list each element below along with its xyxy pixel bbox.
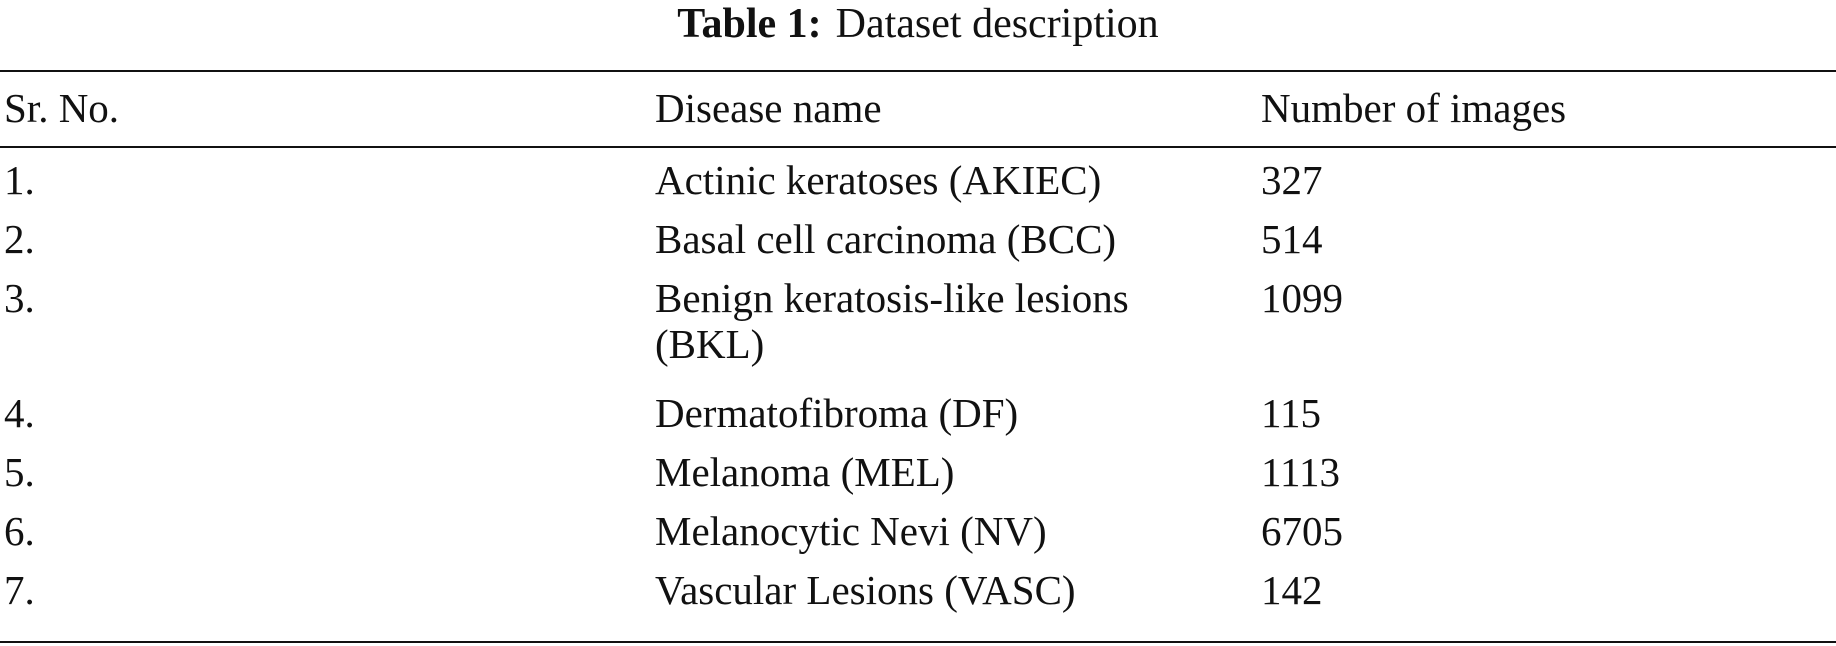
row-5-disease-name: Melanoma (MEL) — [655, 449, 955, 495]
row-3-number-of-images: 1099 — [1261, 275, 1343, 321]
bottom-rule — [0, 641, 1836, 643]
row-1-disease-name: Actinic keratoses (AKIEC) — [655, 157, 1102, 203]
row-4-number-of-images: 115 — [1261, 390, 1321, 436]
column-header-number-of-images: Number of images — [1261, 85, 1567, 131]
row-6-sr-no: 6. — [4, 508, 35, 554]
table-caption-label: Table 1: — [677, 1, 822, 47]
table-caption-text: Dataset description — [835, 1, 1159, 47]
top-rule — [0, 70, 1836, 72]
table-caption — [0, 0, 1836, 48]
row-1-sr-no: 1. — [4, 157, 35, 203]
row-1-number-of-images: 327 — [1261, 157, 1323, 203]
row-3-disease-name-line-2: (BKL) — [655, 321, 765, 367]
row-3-sr-no: 3. — [4, 275, 35, 321]
row-4-disease-name: Dermatofibroma (DF) — [655, 390, 1019, 436]
row-7-number-of-images: 142 — [1261, 567, 1323, 613]
row-2-disease-name: Basal cell carcinoma (BCC) — [655, 216, 1117, 262]
row-2-number-of-images: 514 — [1261, 216, 1323, 262]
row-5-sr-no: 5. — [4, 449, 35, 495]
row-3-disease-name-line-1: Benign keratosis-like lesions — [655, 275, 1129, 321]
column-header-disease-name: Disease name — [655, 85, 882, 131]
row-5-number-of-images: 1113 — [1261, 449, 1340, 495]
row-6-number-of-images: 6705 — [1261, 508, 1343, 554]
row-2-sr-no: 2. — [4, 216, 35, 262]
row-4-sr-no: 4. — [4, 390, 35, 436]
row-7-disease-name: Vascular Lesions (VASC) — [655, 567, 1076, 613]
column-header-sr-no: Sr. No. — [4, 85, 120, 131]
header-rule — [0, 146, 1836, 148]
row-7-sr-no: 7. — [4, 567, 35, 613]
row-6-disease-name: Melanocytic Nevi (NV) — [655, 508, 1047, 554]
